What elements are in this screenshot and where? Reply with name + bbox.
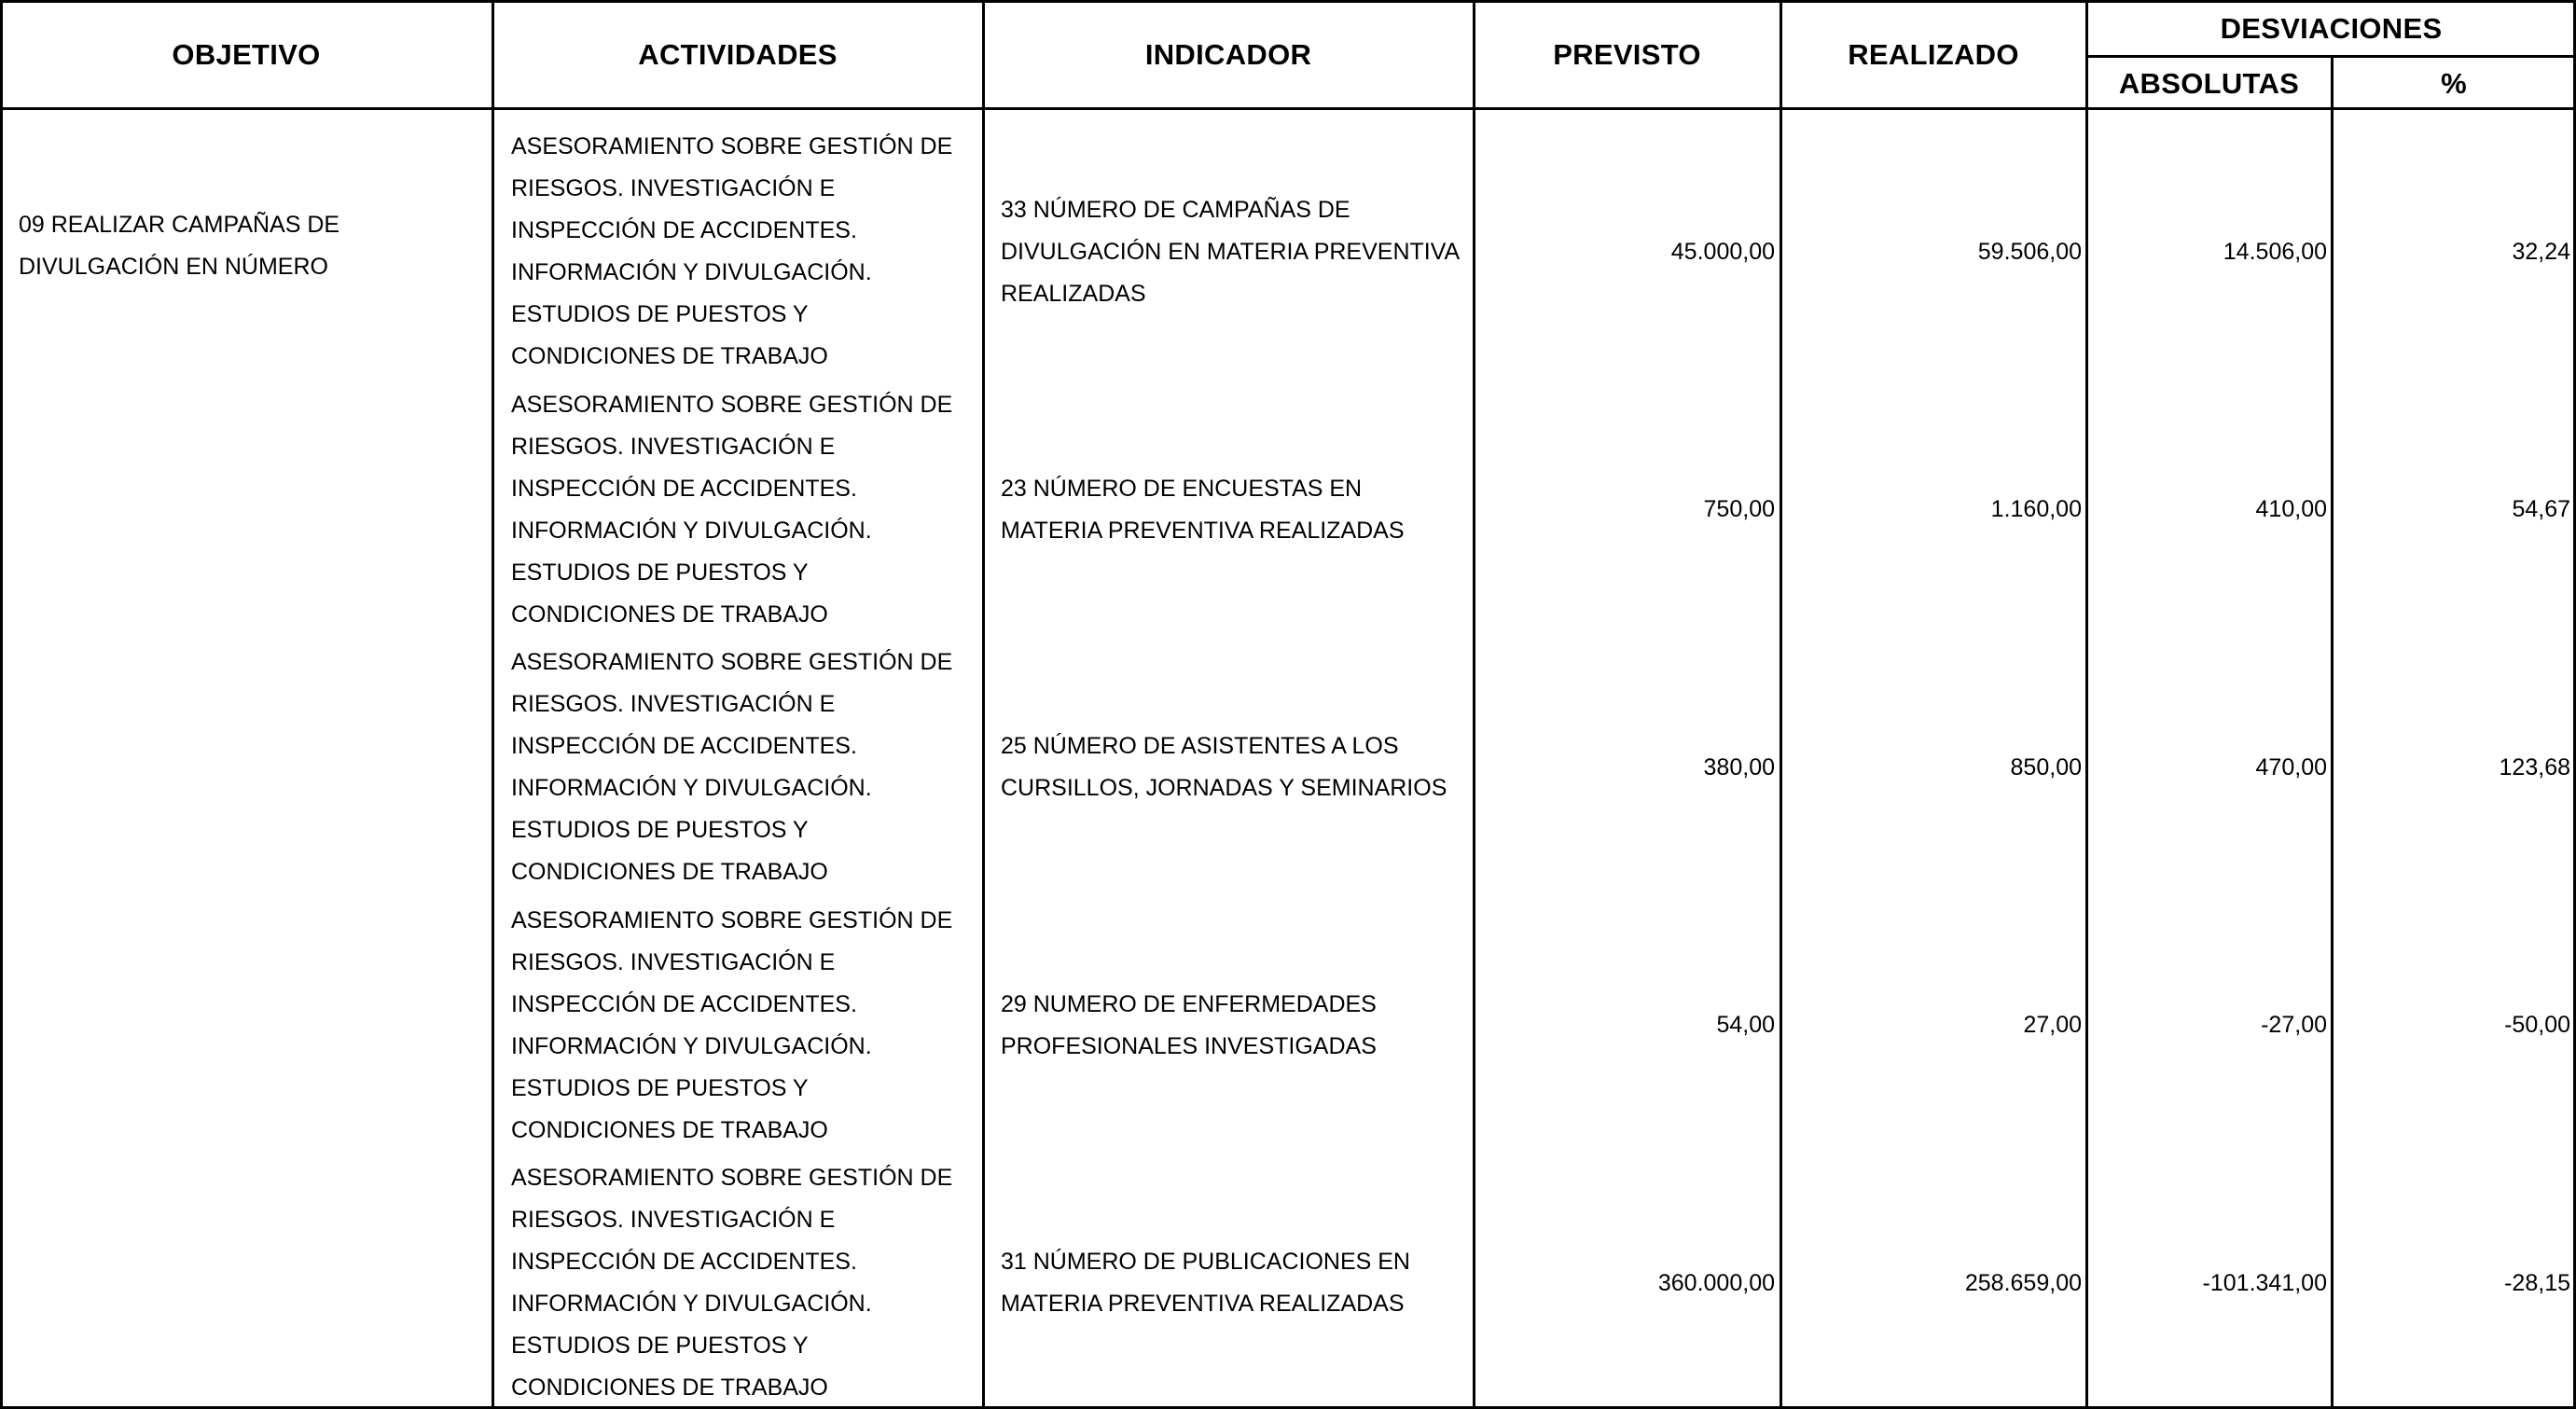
- indicador-line: DIVULGACIÓN EN MATERIA PREVENTIVA: [1001, 238, 1461, 265]
- previsto-value: 380,00: [1703, 753, 1775, 780]
- actividades-line: ASESORAMIENTO SOBRE GESTIÓN DE: [511, 649, 953, 675]
- actividades-line: INSPECCIÓN DE ACCIDENTES.: [511, 217, 857, 243]
- actividades-line: INFORMACIÓN Y DIVULGACIÓN.: [511, 517, 872, 544]
- actividades-line: INFORMACIÓN Y DIVULGACIÓN.: [511, 775, 872, 801]
- indicador-line: CURSILLOS, JORNADAS Y SEMINARIOS: [1001, 775, 1447, 801]
- indicador-line: MATERIA PREVENTIVA REALIZADAS: [1001, 517, 1405, 544]
- actividades-line: CONDICIONES DE TRABAJO: [511, 1374, 828, 1401]
- actividades-text: [511, 126, 977, 378]
- actividades-line: CONDICIONES DE TRABAJO: [511, 601, 828, 628]
- grid-left: [0, 0, 3, 1409]
- indicador-text: [1001, 725, 1467, 809]
- actividades-line: RIESGOS. INVESTIGACIÓN E: [511, 691, 836, 717]
- actividades-line: ASESORAMIENTO SOBRE GESTIÓN DE: [511, 133, 953, 159]
- header-indicador: INDICADOR: [1144, 38, 1312, 71]
- porcentaje-value: 32,24: [2512, 238, 2570, 265]
- header-previsto: PREVISTO: [1553, 38, 1701, 71]
- absolutas-value: 410,00: [2255, 496, 2327, 522]
- absolutas-value: -27,00: [2261, 1012, 2327, 1038]
- header-porcentaje: %: [2441, 66, 2467, 100]
- actividades-line: INFORMACIÓN Y DIVULGACIÓN.: [511, 1032, 872, 1059]
- indicador-line: 25 NÚMERO DE ASISTENTES A LOS: [1001, 733, 1399, 759]
- previsto-value: 360.000,00: [1657, 1269, 1775, 1296]
- actividades-line: ASESORAMIENTO SOBRE GESTIÓN DE: [511, 906, 953, 933]
- realizado-value: 27,00: [2023, 1012, 2082, 1038]
- indicador-line: 29 NUMERO DE ENFERMEDADES: [1001, 990, 1377, 1017]
- porcentaje-value: -50,00: [2504, 1012, 2570, 1038]
- realizado-value: 1.160,00: [1990, 496, 2082, 522]
- indicador-text: [1001, 984, 1467, 1068]
- grid-v4: [1780, 0, 1782, 1409]
- indicador-text: [1001, 1241, 1467, 1325]
- actividades-text: [511, 900, 977, 1152]
- previsto-value: 750,00: [1703, 496, 1775, 522]
- header-realizado: REALIZADO: [1848, 38, 2019, 71]
- actividades-text: [511, 384, 977, 636]
- actividades-line: CONDICIONES DE TRABAJO: [511, 343, 828, 369]
- actividades-line: RIESGOS. INVESTIGACIÓN E: [511, 948, 836, 975]
- actividades-line: INFORMACIÓN Y DIVULGACIÓN.: [511, 1291, 872, 1317]
- realizado-value: 258.659,00: [1964, 1269, 2082, 1296]
- actividades-line: CONDICIONES DE TRABAJO: [511, 859, 828, 885]
- indicador-line: 33 NÚMERO DE CAMPAÑAS DE: [1001, 196, 1350, 223]
- actividades-line: INSPECCIÓN DE ACCIDENTES.: [511, 733, 857, 759]
- previsto-value: 54,00: [1716, 1012, 1775, 1038]
- grid-v2: [982, 0, 985, 1409]
- previsto-value: 45.000,00: [1670, 238, 1775, 265]
- objetivo-line: DIVULGACIÓN EN NÚMERO: [19, 254, 328, 280]
- actividades-text: [511, 642, 977, 893]
- actividades-line: ESTUDIOS DE PUESTOS Y: [511, 1074, 809, 1101]
- actividades-line: RIESGOS. INVESTIGACIÓN E: [511, 1207, 836, 1233]
- absolutas-value: 470,00: [2255, 753, 2327, 780]
- objetivo-line: 09 REALIZAR CAMPAÑAS DE: [19, 212, 340, 238]
- actividades-line: ESTUDIOS DE PUESTOS Y: [511, 559, 809, 586]
- header-desviaciones: DESVIACIONES: [2220, 11, 2443, 45]
- realizado-value: 59.506,00: [1977, 238, 2082, 265]
- actividades-text: [511, 1157, 977, 1409]
- absolutas-value: -101.341,00: [2202, 1269, 2327, 1296]
- header-absolutas: ABSOLUTAS: [2118, 66, 2300, 100]
- actividades-line: INSPECCIÓN DE ACCIDENTES.: [511, 475, 857, 502]
- grid-v6: [2331, 55, 2334, 1409]
- indicador-text: [1001, 189, 1467, 315]
- porcentaje-value: -28,15: [2504, 1269, 2570, 1296]
- indicador-line: 31 NÚMERO DE PUBLICACIONES EN: [1001, 1249, 1410, 1275]
- objetivo-text: [19, 204, 485, 288]
- grid-v1: [492, 0, 494, 1409]
- indicador-line: 23 NÚMERO DE ENCUESTAS EN: [1001, 475, 1363, 502]
- grid-header-bottom: [0, 107, 2576, 110]
- actividades-line: CONDICIONES DE TRABAJO: [511, 1116, 828, 1143]
- absolutas-value: 14.506,00: [2223, 238, 2327, 265]
- actividades-line: INFORMACIÓN Y DIVULGACIÓN.: [511, 259, 872, 285]
- header-actividades: ACTIVIDADES: [638, 38, 838, 71]
- actividades-line: ESTUDIOS DE PUESTOS Y: [511, 817, 809, 843]
- porcentaje-value: 54,67: [2512, 496, 2570, 522]
- actividades-line: RIESGOS. INVESTIGACIÓN E: [511, 433, 836, 460]
- actividades-line: ESTUDIOS DE PUESTOS Y: [511, 301, 809, 327]
- actividades-line: ASESORAMIENTO SOBRE GESTIÓN DE: [511, 1165, 953, 1191]
- actividades-line: RIESGOS. INVESTIGACIÓN E: [511, 175, 836, 201]
- indicador-line: PROFESIONALES INVESTIGADAS: [1001, 1032, 1377, 1059]
- indicador-text: [1001, 468, 1467, 552]
- porcentaje-value: 123,68: [2499, 753, 2570, 780]
- actividades-line: ASESORAMIENTO SOBRE GESTIÓN DE: [511, 391, 953, 418]
- grid-v5: [2085, 0, 2088, 1409]
- grid-v3: [1473, 0, 1475, 1409]
- grid-top: [0, 0, 2576, 3]
- header-objetivo: OBJETIVO: [172, 38, 321, 71]
- indicador-line: REALIZADAS: [1001, 280, 1146, 307]
- actividades-line: INSPECCIÓN DE ACCIDENTES.: [511, 990, 857, 1017]
- actividades-line: INSPECCIÓN DE ACCIDENTES.: [511, 1249, 857, 1275]
- indicador-line: MATERIA PREVENTIVA REALIZADAS: [1001, 1291, 1405, 1317]
- actividades-line: ESTUDIOS DE PUESTOS Y: [511, 1333, 809, 1359]
- realizado-value: 850,00: [2010, 753, 2082, 780]
